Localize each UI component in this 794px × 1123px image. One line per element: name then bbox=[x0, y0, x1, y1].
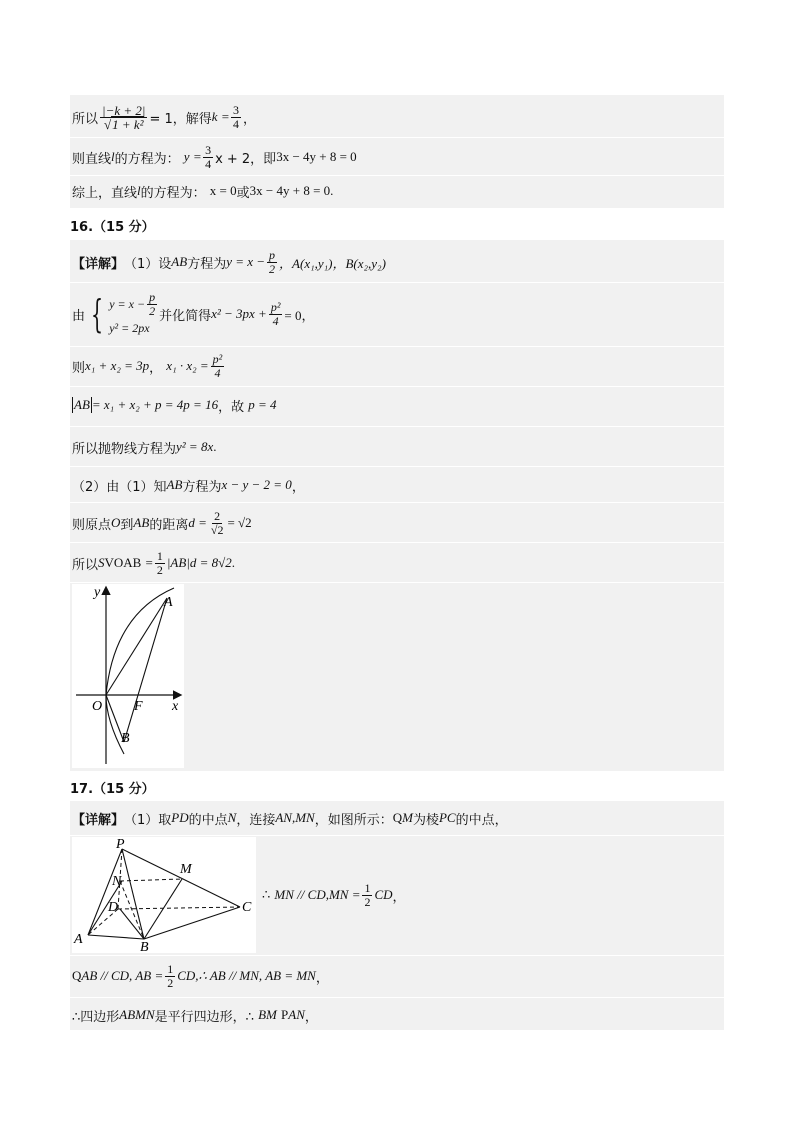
denominator: 2 bbox=[269, 261, 276, 276]
fraction bbox=[203, 144, 213, 171]
radicand: 1 + k² bbox=[112, 116, 144, 132]
brace: { bbox=[91, 292, 104, 336]
text: . bbox=[231, 555, 236, 570]
edge-bc bbox=[144, 907, 240, 939]
label-f: F bbox=[134, 699, 143, 714]
question-17-heading: 17.（15 分） bbox=[70, 782, 155, 797]
equation: |AB|d = 8√2 bbox=[166, 555, 232, 570]
edge-bm bbox=[144, 879, 182, 939]
text: ，连接 bbox=[236, 812, 276, 828]
text: 为棱 bbox=[412, 812, 439, 828]
var: y bbox=[183, 149, 190, 164]
equation: x₁ + x₂ = 3p bbox=[85, 358, 150, 373]
parabola-figure bbox=[72, 584, 184, 768]
parabola-diagram bbox=[72, 584, 184, 768]
numerator: p bbox=[269, 247, 276, 262]
text: = bbox=[221, 109, 230, 124]
label-x: x bbox=[172, 699, 179, 714]
equation: 3x − 4y + 8 = 0 bbox=[249, 183, 331, 198]
abs-ab: AB bbox=[74, 397, 90, 412]
var: S bbox=[98, 555, 105, 570]
denominator bbox=[102, 118, 146, 131]
var: AB bbox=[166, 477, 183, 492]
equation: y = x − bbox=[226, 254, 266, 269]
text: = 0， bbox=[284, 307, 315, 323]
numerator: 1 bbox=[364, 880, 371, 895]
var: AB bbox=[133, 515, 150, 530]
var: M bbox=[402, 810, 413, 825]
var: l bbox=[137, 183, 141, 198]
text: = bbox=[193, 149, 202, 164]
denominator: 4 bbox=[233, 116, 240, 131]
text: 并化简得 bbox=[159, 308, 212, 324]
text: = 1，解得 bbox=[149, 111, 212, 127]
text: 则原点 bbox=[72, 517, 112, 533]
numerator: p bbox=[149, 289, 156, 304]
text: x + 2，即 bbox=[215, 151, 277, 167]
text: ， bbox=[392, 889, 406, 905]
text: 方程为 bbox=[187, 256, 227, 272]
line-16-5 bbox=[72, 434, 216, 460]
eq1: y = x − bbox=[109, 297, 146, 311]
denominator: 4 bbox=[205, 156, 212, 171]
text: 的方程为： bbox=[140, 185, 206, 201]
var: BM bbox=[258, 1007, 277, 1022]
line-16-8 bbox=[72, 544, 235, 582]
denominator: 2 bbox=[156, 562, 163, 577]
line-16-7 bbox=[72, 504, 252, 542]
var: k bbox=[211, 109, 218, 124]
text: 的方程为： bbox=[114, 151, 180, 167]
var: AN bbox=[288, 1007, 305, 1022]
text: 的距离 bbox=[149, 517, 189, 533]
var: ABMN bbox=[119, 1007, 155, 1022]
line-16-2 bbox=[72, 284, 315, 344]
edge-pa bbox=[88, 849, 122, 935]
equation: p = 4 bbox=[248, 397, 277, 412]
text: 到 bbox=[120, 517, 134, 533]
equation: 3x − 4y + 8 = 0 bbox=[276, 149, 357, 164]
text: ， bbox=[149, 360, 163, 376]
label-y: y bbox=[94, 585, 101, 600]
text: 是平行四边形，∴ bbox=[154, 1009, 254, 1025]
equation: x² − 3px + bbox=[211, 306, 267, 321]
fraction bbox=[267, 249, 277, 276]
fraction bbox=[209, 510, 226, 537]
solution-16-block bbox=[70, 240, 724, 771]
text: ， bbox=[315, 970, 329, 986]
text: ， bbox=[291, 479, 305, 495]
fraction bbox=[155, 550, 165, 577]
equation: y² = 8x bbox=[176, 439, 214, 454]
equation: x − y − 2 = 0 bbox=[221, 477, 292, 492]
numerator: 1 bbox=[156, 548, 163, 563]
denominator: 4 bbox=[214, 365, 221, 380]
label-b: B bbox=[121, 731, 130, 746]
therefore: ∴ bbox=[262, 887, 271, 902]
denominator: 2 bbox=[167, 975, 174, 990]
label-a: A bbox=[164, 595, 173, 610]
equation: AB // CD, AB = bbox=[81, 968, 164, 983]
fraction bbox=[211, 353, 225, 380]
var: CD bbox=[374, 887, 393, 902]
equation: x = 0 bbox=[209, 183, 237, 198]
text: . bbox=[330, 183, 334, 198]
denominator: 2 bbox=[149, 303, 156, 318]
text: 或 bbox=[236, 185, 250, 201]
var: N bbox=[227, 810, 237, 825]
line-17-4 bbox=[72, 1003, 318, 1027]
equation: d = bbox=[188, 515, 207, 530]
label-c: C bbox=[242, 900, 252, 915]
numerator: 3 bbox=[233, 102, 240, 117]
label-m: M bbox=[180, 862, 192, 877]
result: = √2 bbox=[227, 515, 252, 530]
fraction bbox=[100, 104, 147, 131]
numerator: 3 bbox=[205, 142, 212, 157]
line-16-6 bbox=[72, 472, 305, 498]
text: ，故 bbox=[218, 399, 245, 415]
equation: MN // CD,MN = bbox=[274, 887, 361, 902]
numerator: 2 bbox=[214, 508, 221, 523]
label-a: A bbox=[74, 932, 83, 947]
var: PD bbox=[171, 810, 189, 825]
text: = bbox=[145, 555, 153, 570]
points: ，A(x₁,y₁)，B(x₂,y₂) bbox=[279, 255, 386, 271]
detail-tag: 【详解】 bbox=[72, 812, 125, 828]
label-b: B bbox=[140, 940, 149, 953]
text: 则直线 bbox=[72, 151, 112, 167]
line-17-2 bbox=[262, 877, 406, 913]
numerator: 1 bbox=[167, 961, 174, 976]
pyramid-figure bbox=[72, 837, 256, 953]
line-16-3 bbox=[72, 348, 226, 384]
text: （1）设 bbox=[124, 256, 172, 272]
text: 所以抛物线方程为 bbox=[72, 441, 177, 457]
subscript: VOAB bbox=[104, 555, 142, 570]
equation: CD,∴ AB // MN, AB = MN bbox=[177, 968, 316, 983]
var: PC bbox=[438, 810, 456, 825]
denominator: 4 bbox=[272, 313, 279, 328]
edge-pc bbox=[122, 849, 240, 907]
symbol: Q bbox=[72, 968, 82, 983]
sqrt-sign: √ bbox=[103, 116, 112, 132]
var: AN,MN bbox=[275, 810, 315, 825]
line-17-3 bbox=[72, 957, 329, 995]
solution-17-block bbox=[70, 801, 724, 1030]
denominator: √2 bbox=[210, 522, 224, 537]
text: 所以 bbox=[72, 111, 99, 127]
equation: = x₁ + x₂ + p = 4p = 16 bbox=[91, 397, 219, 412]
fraction bbox=[362, 882, 372, 909]
line-15-2 bbox=[72, 139, 357, 175]
text: 的中点 bbox=[188, 812, 228, 828]
edge-ab bbox=[88, 935, 144, 939]
line-16-4 bbox=[72, 392, 277, 418]
text: 的中点， bbox=[455, 812, 508, 828]
text: 综上，直线 bbox=[72, 185, 138, 201]
fraction bbox=[147, 291, 157, 318]
fraction bbox=[165, 963, 175, 990]
var: l bbox=[111, 149, 115, 164]
text: ， bbox=[304, 1009, 318, 1025]
line-17-1 bbox=[72, 805, 508, 831]
fraction bbox=[269, 301, 283, 328]
denominator: 2 bbox=[364, 894, 371, 909]
text: （2）由（1）知 bbox=[72, 479, 167, 495]
text: ， bbox=[243, 111, 257, 127]
parabola-curve bbox=[106, 588, 174, 754]
equation-system bbox=[109, 291, 159, 338]
label-o: O bbox=[92, 699, 103, 714]
equation: x₁ · x₂ = bbox=[166, 358, 209, 373]
line-15-1 bbox=[72, 97, 256, 137]
line-15-3 bbox=[72, 179, 333, 203]
fraction bbox=[231, 104, 241, 131]
eq2: y² = 2px bbox=[109, 320, 150, 335]
line-ab bbox=[124, 598, 167, 742]
symbol: Q bbox=[392, 810, 403, 825]
text: ，如图所示： bbox=[314, 812, 393, 828]
text: ∴四边形 bbox=[72, 1009, 120, 1025]
label-d: D bbox=[108, 900, 119, 915]
text: （1）取 bbox=[124, 812, 172, 828]
numerator: |−k + 2| bbox=[102, 102, 146, 118]
var: AB bbox=[171, 254, 188, 269]
var: O bbox=[111, 515, 121, 530]
text: . bbox=[213, 439, 217, 454]
label-p: P bbox=[116, 837, 125, 852]
pyramid-diagram bbox=[72, 837, 256, 953]
label-n: N bbox=[112, 874, 122, 889]
text: 由 bbox=[72, 308, 86, 324]
line-16-1 bbox=[72, 244, 386, 280]
text: 则 bbox=[72, 360, 86, 376]
text: 方程为 bbox=[182, 479, 222, 495]
numerator: p² bbox=[212, 351, 223, 366]
symbol: P bbox=[281, 1007, 289, 1022]
solution-15-block bbox=[70, 95, 724, 208]
question-16-heading: 16.（15 分） bbox=[70, 220, 155, 235]
text: 所以 bbox=[72, 557, 99, 573]
numerator: p² bbox=[270, 299, 281, 314]
detail-tag: 【详解】 bbox=[72, 256, 125, 272]
line-oa bbox=[106, 598, 167, 695]
